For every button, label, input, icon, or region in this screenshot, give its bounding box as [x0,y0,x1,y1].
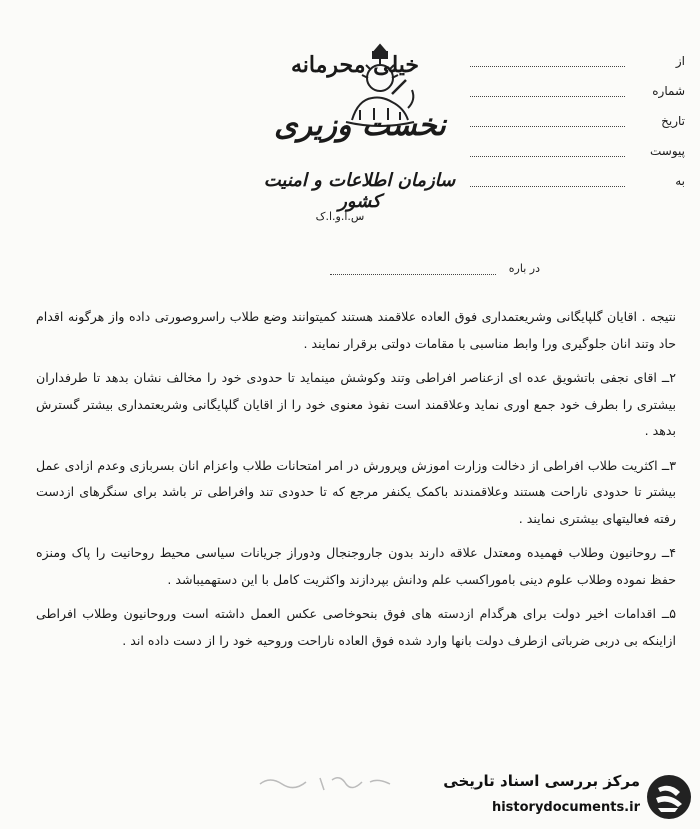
field-dots [470,96,625,97]
field-dots [470,186,625,187]
classification-heading: خیلی محرمانه [290,52,420,78]
field-attachment [470,138,685,168]
field-from [470,48,685,78]
field-label: شماره [652,84,685,98]
field-label: پیوست [650,144,685,158]
watermark [440,768,698,828]
subject-dots [330,274,496,275]
organization-heading: سازمان اطلاعات و امنیت کشور [263,170,456,212]
subject-label: در باره [508,262,540,275]
signature-mark-icon [250,770,400,794]
paragraph: ۲ــ اقای نجفی باتشویق عده ای ازعناصر افراطی وتند وکوشش مینماید تا حدودی خود را مخالف نشان بدهد تا طرفداران بیشتری را بطرف خود جمع اوری نماید وعلاقمند است نفوذ معنوی خود را از اقایان گلپایگانی وشریعتمداری بیشتر گسترش بدهد . [36,370,676,438]
field-dots [470,126,625,127]
field-dots [470,156,625,157]
field-label: به [675,174,685,188]
field-date [470,108,685,138]
paragraph: نتیجه . اقایان گلپایگانی وشریعتمداری فوق العاده علاقمند هستند کمیتوانند وضع طلاب راسروصورتی داده واز هرگونه اقدام حاد وتند انان جلوگیری ورا وابط مناسبی با مقامات دولتی برقرار نمایند . [36,309,676,351]
subject-line [330,262,540,282]
field-number [470,78,685,108]
watermark-url: historydocuments.ir [491,800,640,815]
paragraph: ۴ــ روحانیون وطلاب فهمیده ومعتدل علاقه دارند بدون جاروجنجال ودوراز جریانات سیاسی محیط روحانیت را پاک ومنزه حفظ نموده وطلاب علوم دینی باموراکسب علم ودانش بپردازند واکثریت کامل با این دستهمیباشد . [36,545,676,587]
organization-code: س.ا.و.ا.ک [315,210,365,223]
paragraph: ۳ــ اکثریت طلاب افراطی از دخالت وزارت اموزش وپرورش در امر امتحانات طلاب واعزام انان بسربازی وعدم ازادی عمل بیشتر تا حدودی ناراحت هستند وعلاقمندند باکمک یکنفر مرجع که تا حدودی تند وافراطی تر باشد برای سنگرهای ازدست رفته فعالیتهای بیشتری نمایند . [36,457,676,526]
document-body [36,304,676,662]
header-fields [470,48,685,198]
field-to [470,168,685,198]
archive-logo-icon [644,772,694,822]
watermark-text: مرکز بررسی اسناد تاریخی [443,772,640,790]
ministry-heading: نخست وزیری [274,108,446,143]
field-dots [470,66,625,67]
field-label: تاریخ [661,114,685,128]
paragraph: ۵ــ اقدامات اخیر دولت برای هرگدام ازدسته های فوق بنحوخاصی عکس العمل داشته است وروحانیون وطلاب افراطی ازاینکه بی دربی ضرباتی ازطرف دولت بانها وارد شده فوق العاده ناراحت وروحیه خود را از دست داده اند . [36,606,676,648]
field-label: از [675,54,685,68]
